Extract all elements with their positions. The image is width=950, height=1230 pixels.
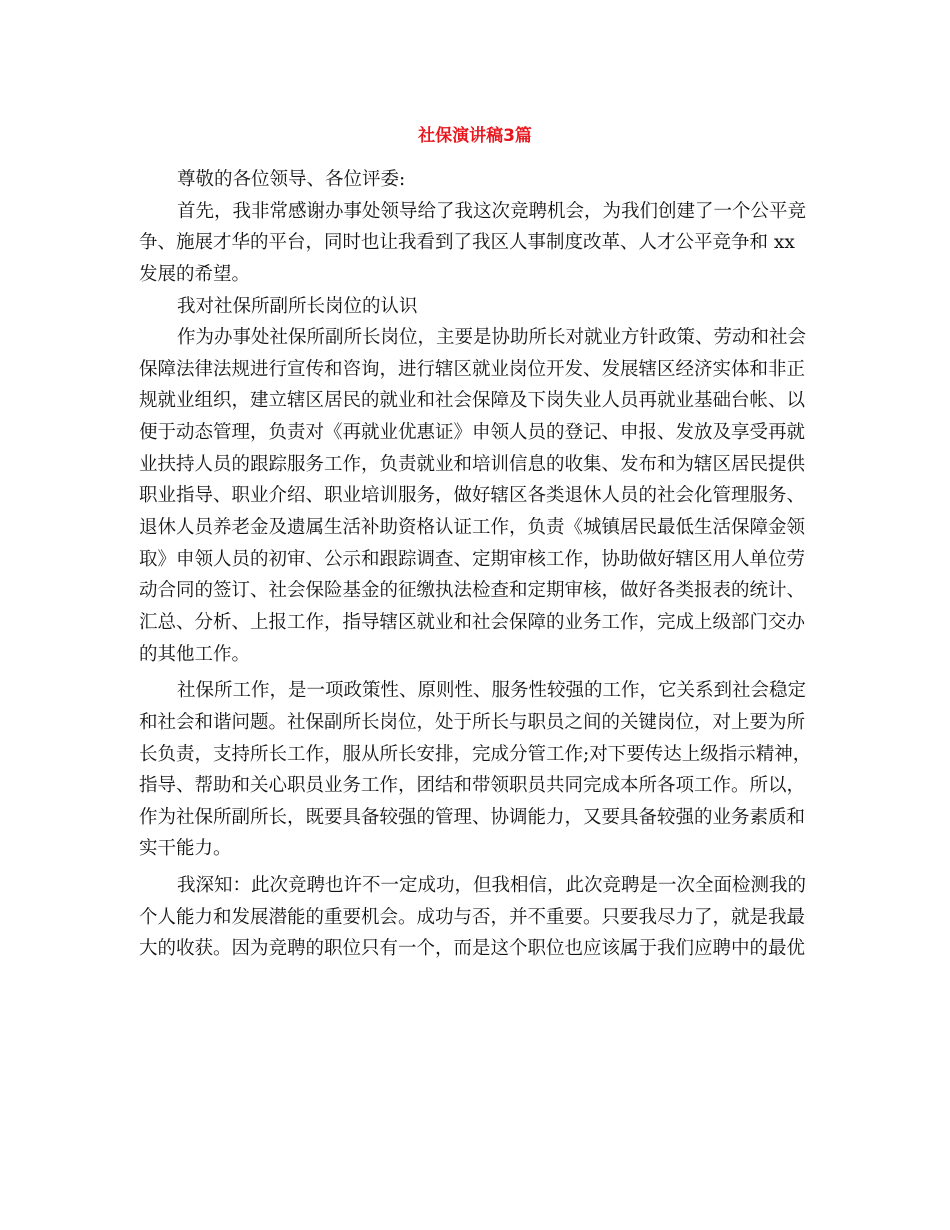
paragraph-line: 社保所工作，是一项政策性、原则性、服务性较强的工作，它关系到社会稳定 [177,680,807,702]
paragraph-line: 退休人员养老金及遗属生活补助资格认证工作，负责《城镇居民最低生活保障金领 [139,517,806,539]
paragraph-line: 作为办事处社保所副所长岗位，主要是协助所长对就业方针政策、劳动和社会 [177,327,807,349]
paragraph-line: 首先，我非常感谢办事处领导给了我这次竞聘机会，为我们创建了一个公平竞 [177,200,807,222]
paragraph-line: 实干能力。 [139,838,232,860]
paragraph-line: 动合同的签订、社会保险基金的征缴执法检查和定期审核，做好各类报表的统计、 [139,580,806,602]
section-heading: 我对社保所副所长岗位的认识 [177,295,418,317]
paragraph-line: 发展的希望。 [139,263,251,285]
paragraph-line: 汇总、分析、上报工作，指导辖区就业和社会保障的业务工作，完成上级部门交办 [139,611,806,633]
paragraph-line: 大的收获。因为竞聘的职位只有一个，而是这个职位也应该属于我们应聘中的最优 [139,938,806,960]
paragraph-line: 作为社保所副所长，既要具备较强的管理、协调能力，又要具备较强的业务素质和 [139,806,806,828]
paragraph-line: 业扶持人员的跟踪服务工作，负责就业和培训信息的收集、发布和为辖区居民提供 [139,453,806,475]
paragraph-line: 和社会和谐问题。社保副所长岗位，处于所长与职员之间的关键岗位，对上要为所 [139,711,806,733]
salutation-line: 尊敬的各位领导、各位评委: [177,169,406,190]
paragraph-line: 争、施展才华的平台，同时也让我看到了我区人事制度改革、人才公平竞争和 xx [139,232,795,254]
paragraph-line: 取》申领人员的初审、公示和跟踪调查、定期审核工作，协助做好辖区用人单位劳 [139,548,806,570]
paragraph-line: 个人能力和发展潜能的重要机会。成功与否，并不重要。只要我尽力了，就是我最 [139,906,806,928]
paragraph-line: 的其他工作。 [139,643,251,665]
paragraph-line: 便于动态管理，负责对《再就业优惠证》申领人员的登记、申报、发放及享受再就 [139,422,806,444]
document-title: 社保演讲稿3篇 [418,126,532,146]
document-body [139,164,815,965]
paragraph-line: 职业指导、职业介绍、职业培训服务，做好辖区各类退休人员的社会化管理服务、 [139,485,806,507]
paragraph-line: 长负责，支持所长工作，服从所长安排，完成分管工作;对下要传达上级指示精神， [139,743,812,765]
paragraph-line: 保障法律法规进行宣传和咨询，进行辖区就业岗位开发、发展辖区经济实体和非正 [139,358,806,380]
paragraph-line: 规就业组织，建立辖区居民的就业和社会保障及下岗失业人员再就业基础台帐、以 [139,390,806,412]
paragraph-line: 指导、帮助和关心职员业务工作，团结和带领职员共同完成本所各项工作。所以， [139,775,806,797]
paragraph-line: 我深知：此次竞聘也许不一定成功，但我相信，此次竞聘是一次全面检测我的 [177,875,807,897]
